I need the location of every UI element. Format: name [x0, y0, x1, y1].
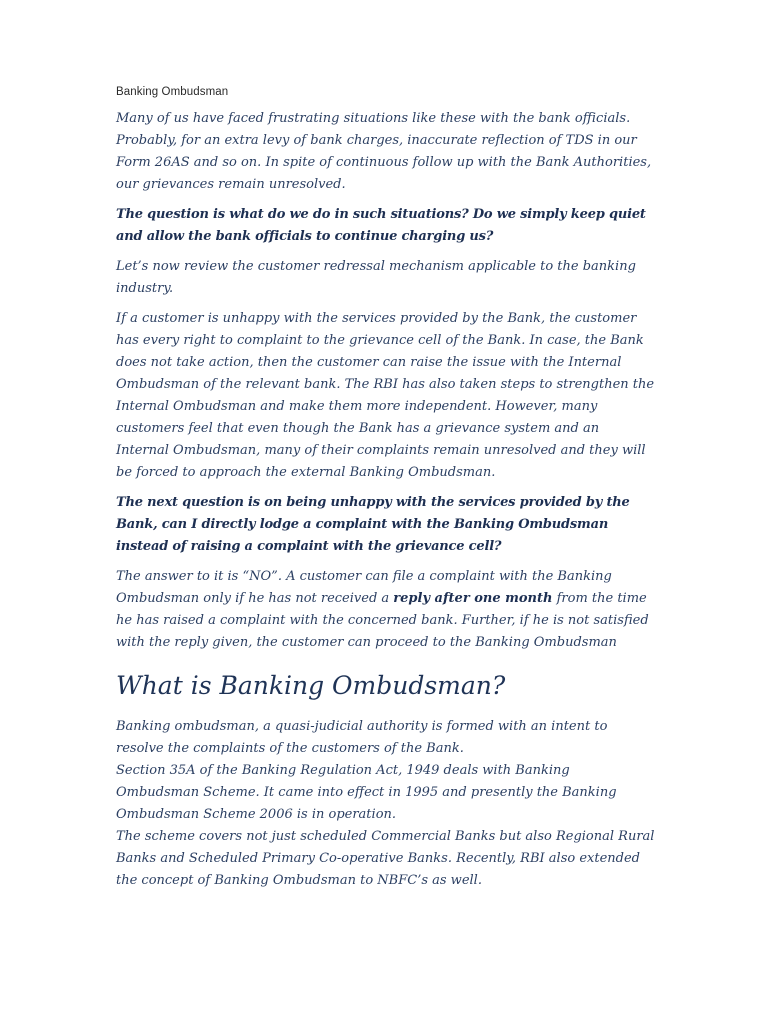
section-heading: What is Banking Ombudsman? [116, 671, 506, 700]
section-35a-paragraph: Section 35A of the Banking Regulation Act, 1949 deals with Banking Ombudsman Scheme. It came into effect in 1995 and presently the Banking Ombudsman Scheme 2006 is in operation. [116, 763, 617, 822]
question-paragraph-1: The question is what do we do in such situations? Do we simply keep quiet and allow the bank officials to continue charging us? [116, 207, 646, 244]
review-paragraph: Let’s now review the customer redressal mechanism applicable to the banking industry. [116, 259, 636, 296]
question-paragraph-2: The next question is on being unhappy with the services provided by the Bank, can I directly lodge a complaint with the Banking Ombudsman instead of raising a complaint with the grievance cell? [116, 495, 630, 554]
mechanism-paragraph: If a customer is unhappy with the services provided by the Bank, the customer has every right to complaint to the grievance cell of the Bank. In case, the Bank does not take action, then the customer can raise the issue with the Internal Ombudsman of the relevant bank. The RBI has also taken steps to strengthen the Internal Ombudsman and make them more independent. However, many customers feel that even though the Bank has a grievance system and an Internal Ombudsman, many of their complaints remain unresolved and they will be forced to approach the external Banking Ombudsman. [116, 311, 655, 480]
intro-paragraph: Many of us have faced frustrating situations like these with the bank officials. Probably, for an extra levy of bank charges, inaccurate reflection of TDS in our Form 26AS and so on. In spite of continuous follow up with the Bank Authorities, our grievances remain unresolved. [116, 111, 652, 192]
coverage-paragraph: The scheme covers not just scheduled Commercial Banks but also Regional Rural Banks and Scheduled Primary Co-operative Banks. Recently, RBI also extended the concept of Banking Ombudsman to NBFC’s as well. [116, 829, 655, 888]
answer-paragraph [116, 566, 656, 654]
document-title: Banking Ombudsman [116, 86, 229, 98]
answer-emphasis: reply after one month [393, 591, 553, 606]
definition-paragraph: Banking ombudsman, a quasi-judicial authority is formed with an intent to resolve the complaints of the customers of the Bank. [116, 719, 608, 756]
answer-text-part2: from the time he has raised a complaint with the concerned bank. Further, if he is not satisfied with the reply given, the customer can proceed to the Banking Ombudsman [116, 591, 649, 650]
section-body [116, 716, 656, 892]
document-page [116, 86, 656, 892]
answer-text-part1: The answer to it is “NO”. A customer can file a complaint with the Banking Ombudsman only if he has not received a [116, 569, 612, 606]
